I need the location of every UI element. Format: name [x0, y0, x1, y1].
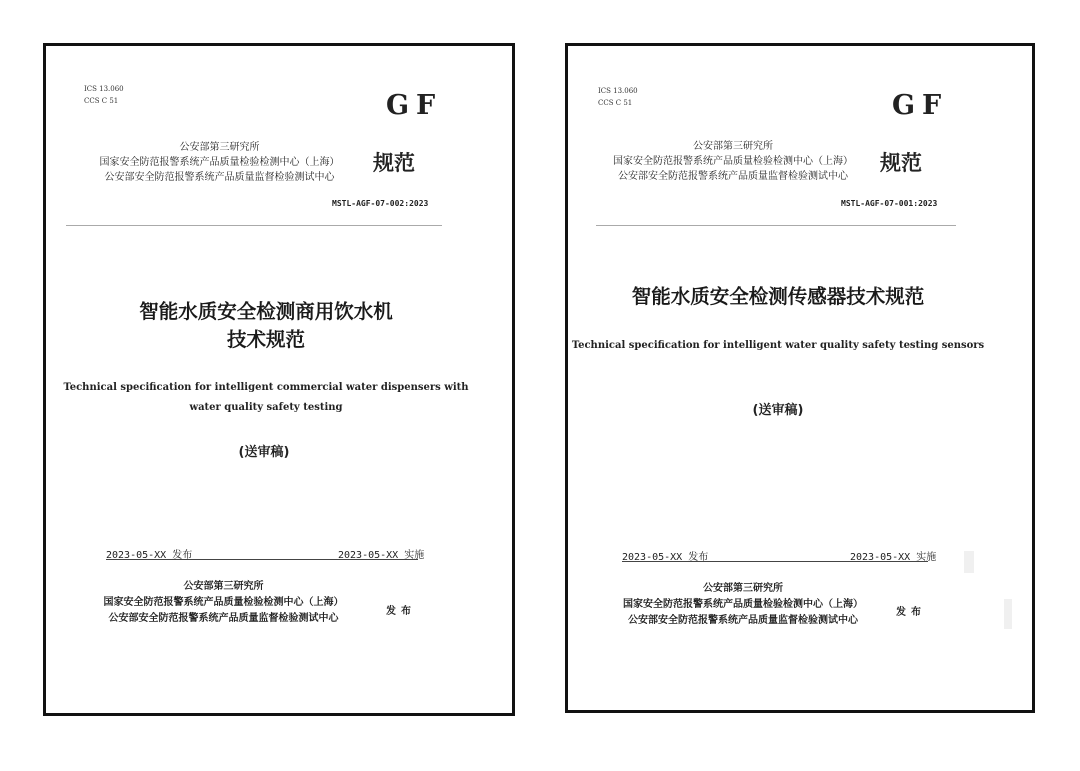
header-divider: [596, 225, 956, 226]
issuer-line: 公安部安全防范报警系统产品质量监督检验测试中心: [618, 171, 848, 182]
publisher-line: 公安部安全防范报警系统产品质量监督检验测试中心: [108, 613, 339, 624]
title-line: Technical specification for intelligent water quality safety testing sensors: [571, 340, 985, 351]
document-code: MSTL-AGF-07-001:2023: [841, 199, 938, 208]
implementation-date: 2023-05-XX 实施: [338, 550, 425, 561]
title-line: 智能水质安全检测商用饮水机: [139, 300, 393, 323]
gf-mark: GF: [892, 90, 949, 121]
ccs-code: CCS C 51: [84, 97, 119, 105]
header-divider: [66, 225, 442, 226]
publisher-line: 国家安全防范报警系统产品质量检验检测中心（上海）: [623, 599, 863, 610]
ics-code: ICS 13.060: [84, 85, 124, 93]
document-page-left: [43, 43, 515, 716]
ccs-code: CCS C 51: [598, 99, 633, 107]
issuer-block: [82, 140, 357, 185]
document-code: MSTL-AGF-07-002:2023: [332, 199, 429, 208]
draft-status: (送审稿): [752, 403, 804, 418]
issue-date: 2023-05-XX 发布: [106, 550, 193, 561]
scan-smudge: [964, 551, 974, 573]
title-line: 智能水质安全检测传感器技术规范: [631, 285, 925, 308]
title-chinese: [568, 283, 988, 311]
title-line: 技术规范: [226, 328, 305, 351]
spec-label: 规范: [880, 151, 922, 175]
issuer-block: [596, 139, 870, 184]
publisher-line: 公安部第三研究所: [703, 583, 783, 594]
issuer-line: 公安部安全防范报警系统产品质量监督检验测试中心: [104, 172, 335, 183]
implementation-date: 2023-05-XX 实施: [850, 552, 937, 563]
title-english: [568, 336, 988, 356]
publisher-line: 国家安全防范报警系统产品质量检验检测中心（上海）: [103, 597, 344, 608]
document-page-right: [565, 43, 1035, 713]
publish-label: 发布: [896, 607, 926, 618]
issuer-line: 国家安全防范报警系统产品质量检验检测中心（上海）: [99, 157, 340, 168]
title-line: water quality safety testing: [189, 402, 343, 413]
date-divider: [106, 559, 418, 560]
publisher-line: 公安部第三研究所: [183, 581, 264, 592]
gf-mark: GF: [386, 90, 443, 121]
issuer-line: 公安部第三研究所: [693, 141, 773, 152]
publisher-block: [612, 581, 874, 629]
scan-smudge: [1004, 599, 1012, 629]
publish-label: 发布: [386, 606, 416, 617]
date-divider: [622, 561, 928, 562]
draft-status: (送审稿): [238, 445, 290, 460]
ics-code: ICS 13.060: [598, 87, 638, 95]
publisher-line: 公安部安全防范报警系统产品质量监督检验测试中心: [628, 615, 858, 626]
issuer-line: 公安部第三研究所: [179, 142, 260, 153]
issuer-line: 国家安全防范报警系统产品质量检验检测中心（上海）: [613, 156, 853, 167]
title-english: [46, 378, 486, 418]
title-line: Technical specification for intelligent commercial water dispensers with: [63, 382, 469, 393]
spec-label: 规范: [373, 151, 415, 175]
title-chinese: [46, 298, 486, 354]
issue-date: 2023-05-XX 发布: [622, 552, 709, 563]
publisher-block: [91, 579, 356, 627]
